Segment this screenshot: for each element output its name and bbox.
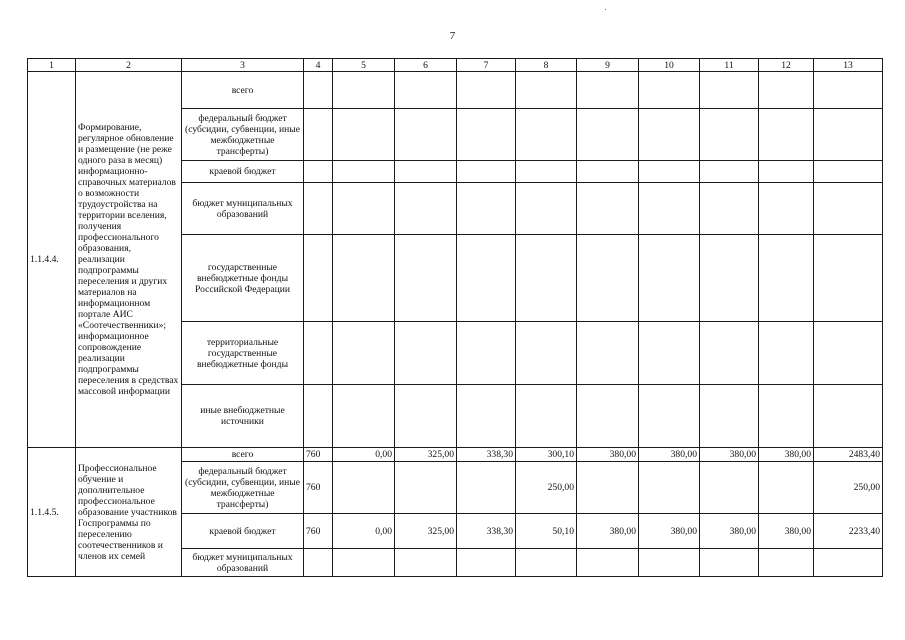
value-cell: [700, 462, 759, 514]
header-cell: 3: [182, 59, 304, 72]
value-cell: 380,00: [759, 448, 814, 462]
value-cell: 300,10: [516, 448, 577, 462]
value-cell: [516, 549, 577, 577]
value-cell: [395, 462, 457, 514]
header-cell: 6: [395, 59, 457, 72]
value-cell: 0,00: [333, 448, 395, 462]
scan-speck: [605, 9, 606, 10]
value-cell: 380,00: [577, 514, 639, 549]
value-cell: [759, 462, 814, 514]
value-cell: 760: [304, 514, 333, 549]
page-number: 7: [449, 30, 456, 42]
source-label: всего: [182, 448, 304, 462]
item-code: 1.1.4.4.: [28, 72, 76, 448]
value-cell: 250,00: [814, 462, 883, 514]
header-cell: 8: [516, 59, 577, 72]
item-name: Профессиональное обучение и дополнительное профессиональное образование участников Госпрограммы по переселению соотечественников и членов их семей: [76, 448, 182, 577]
budget-table: [27, 58, 883, 577]
value-cell: [639, 462, 700, 514]
value-cell: 2233,40: [814, 514, 883, 549]
value-cell: 760: [304, 462, 333, 514]
table-row: [28, 448, 883, 462]
source-label: бюджет муниципальных образований: [182, 183, 304, 235]
value-cell: 380,00: [577, 448, 639, 462]
value-cell: 50,10: [516, 514, 577, 549]
header-cell: 12: [759, 59, 814, 72]
value-cell: 338,30: [457, 514, 516, 549]
value-cell: [639, 549, 700, 577]
value-cell: 380,00: [700, 514, 759, 549]
source-label: территориальные государственные внебюджетные фонды: [182, 322, 304, 385]
header-cell: 5: [333, 59, 395, 72]
source-label: краевой бюджет: [182, 514, 304, 549]
source-label: всего: [182, 72, 304, 109]
value-cell: 338,30: [457, 448, 516, 462]
value-cell: [304, 549, 333, 577]
value-cell: 380,00: [639, 514, 700, 549]
value-cell: [577, 462, 639, 514]
value-cell: 0,00: [333, 514, 395, 549]
value-cell: [700, 549, 759, 577]
value-cell: 325,00: [395, 448, 457, 462]
source-label: иные внебюджетные источники: [182, 385, 304, 448]
source-label: бюджет муниципальных образований: [182, 549, 304, 577]
item-code: 1.1.4.5.: [28, 448, 76, 577]
value-cell: [395, 549, 457, 577]
value-cell: 380,00: [759, 514, 814, 549]
source-label: государственные внебюджетные фонды Российской Федерации: [182, 235, 304, 322]
item-name: Формирование, регулярное обновление и размещение (не реже одного раза в месяц) информационно-справочных материалов о возможности трудоустройства на территории вселения, получения профессионального образования, реализации подпрограммы переселения и других материалов на информационном портале АИС «Соотечественники»; информационное сопровождение реализации подпрограммы переселения в средствах массовой информации: [76, 72, 182, 448]
value-cell: [759, 549, 814, 577]
value-cell: [457, 549, 516, 577]
source-label: федеральный бюджет (субсидии, субвенции, иные межбюджетные трансферты): [182, 109, 304, 161]
header-cell: 13: [814, 59, 883, 72]
header-cell: 2: [76, 59, 182, 72]
table-row: [28, 72, 883, 109]
value-cell: [333, 549, 395, 577]
value-cell: 380,00: [639, 448, 700, 462]
value-cell: 2483,40: [814, 448, 883, 462]
value-cell: 325,00: [395, 514, 457, 549]
source-label: краевой бюджет: [182, 161, 304, 183]
header-cell: 11: [700, 59, 759, 72]
header-cell: 1: [28, 59, 76, 72]
header-cell: 4: [304, 59, 333, 72]
value-cell: [333, 462, 395, 514]
value-cell: 760: [304, 448, 333, 462]
value-cell: 250,00: [516, 462, 577, 514]
value-cell: [577, 549, 639, 577]
header-row: [28, 59, 883, 72]
value-cell: [457, 462, 516, 514]
value-cell: [814, 549, 883, 577]
header-cell: 7: [457, 59, 516, 72]
source-label: федеральный бюджет (субсидии, субвенции, иные межбюджетные трансферты): [182, 462, 304, 514]
header-cell: 9: [577, 59, 639, 72]
value-cell: 380,00: [700, 448, 759, 462]
header-cell: 10: [639, 59, 700, 72]
